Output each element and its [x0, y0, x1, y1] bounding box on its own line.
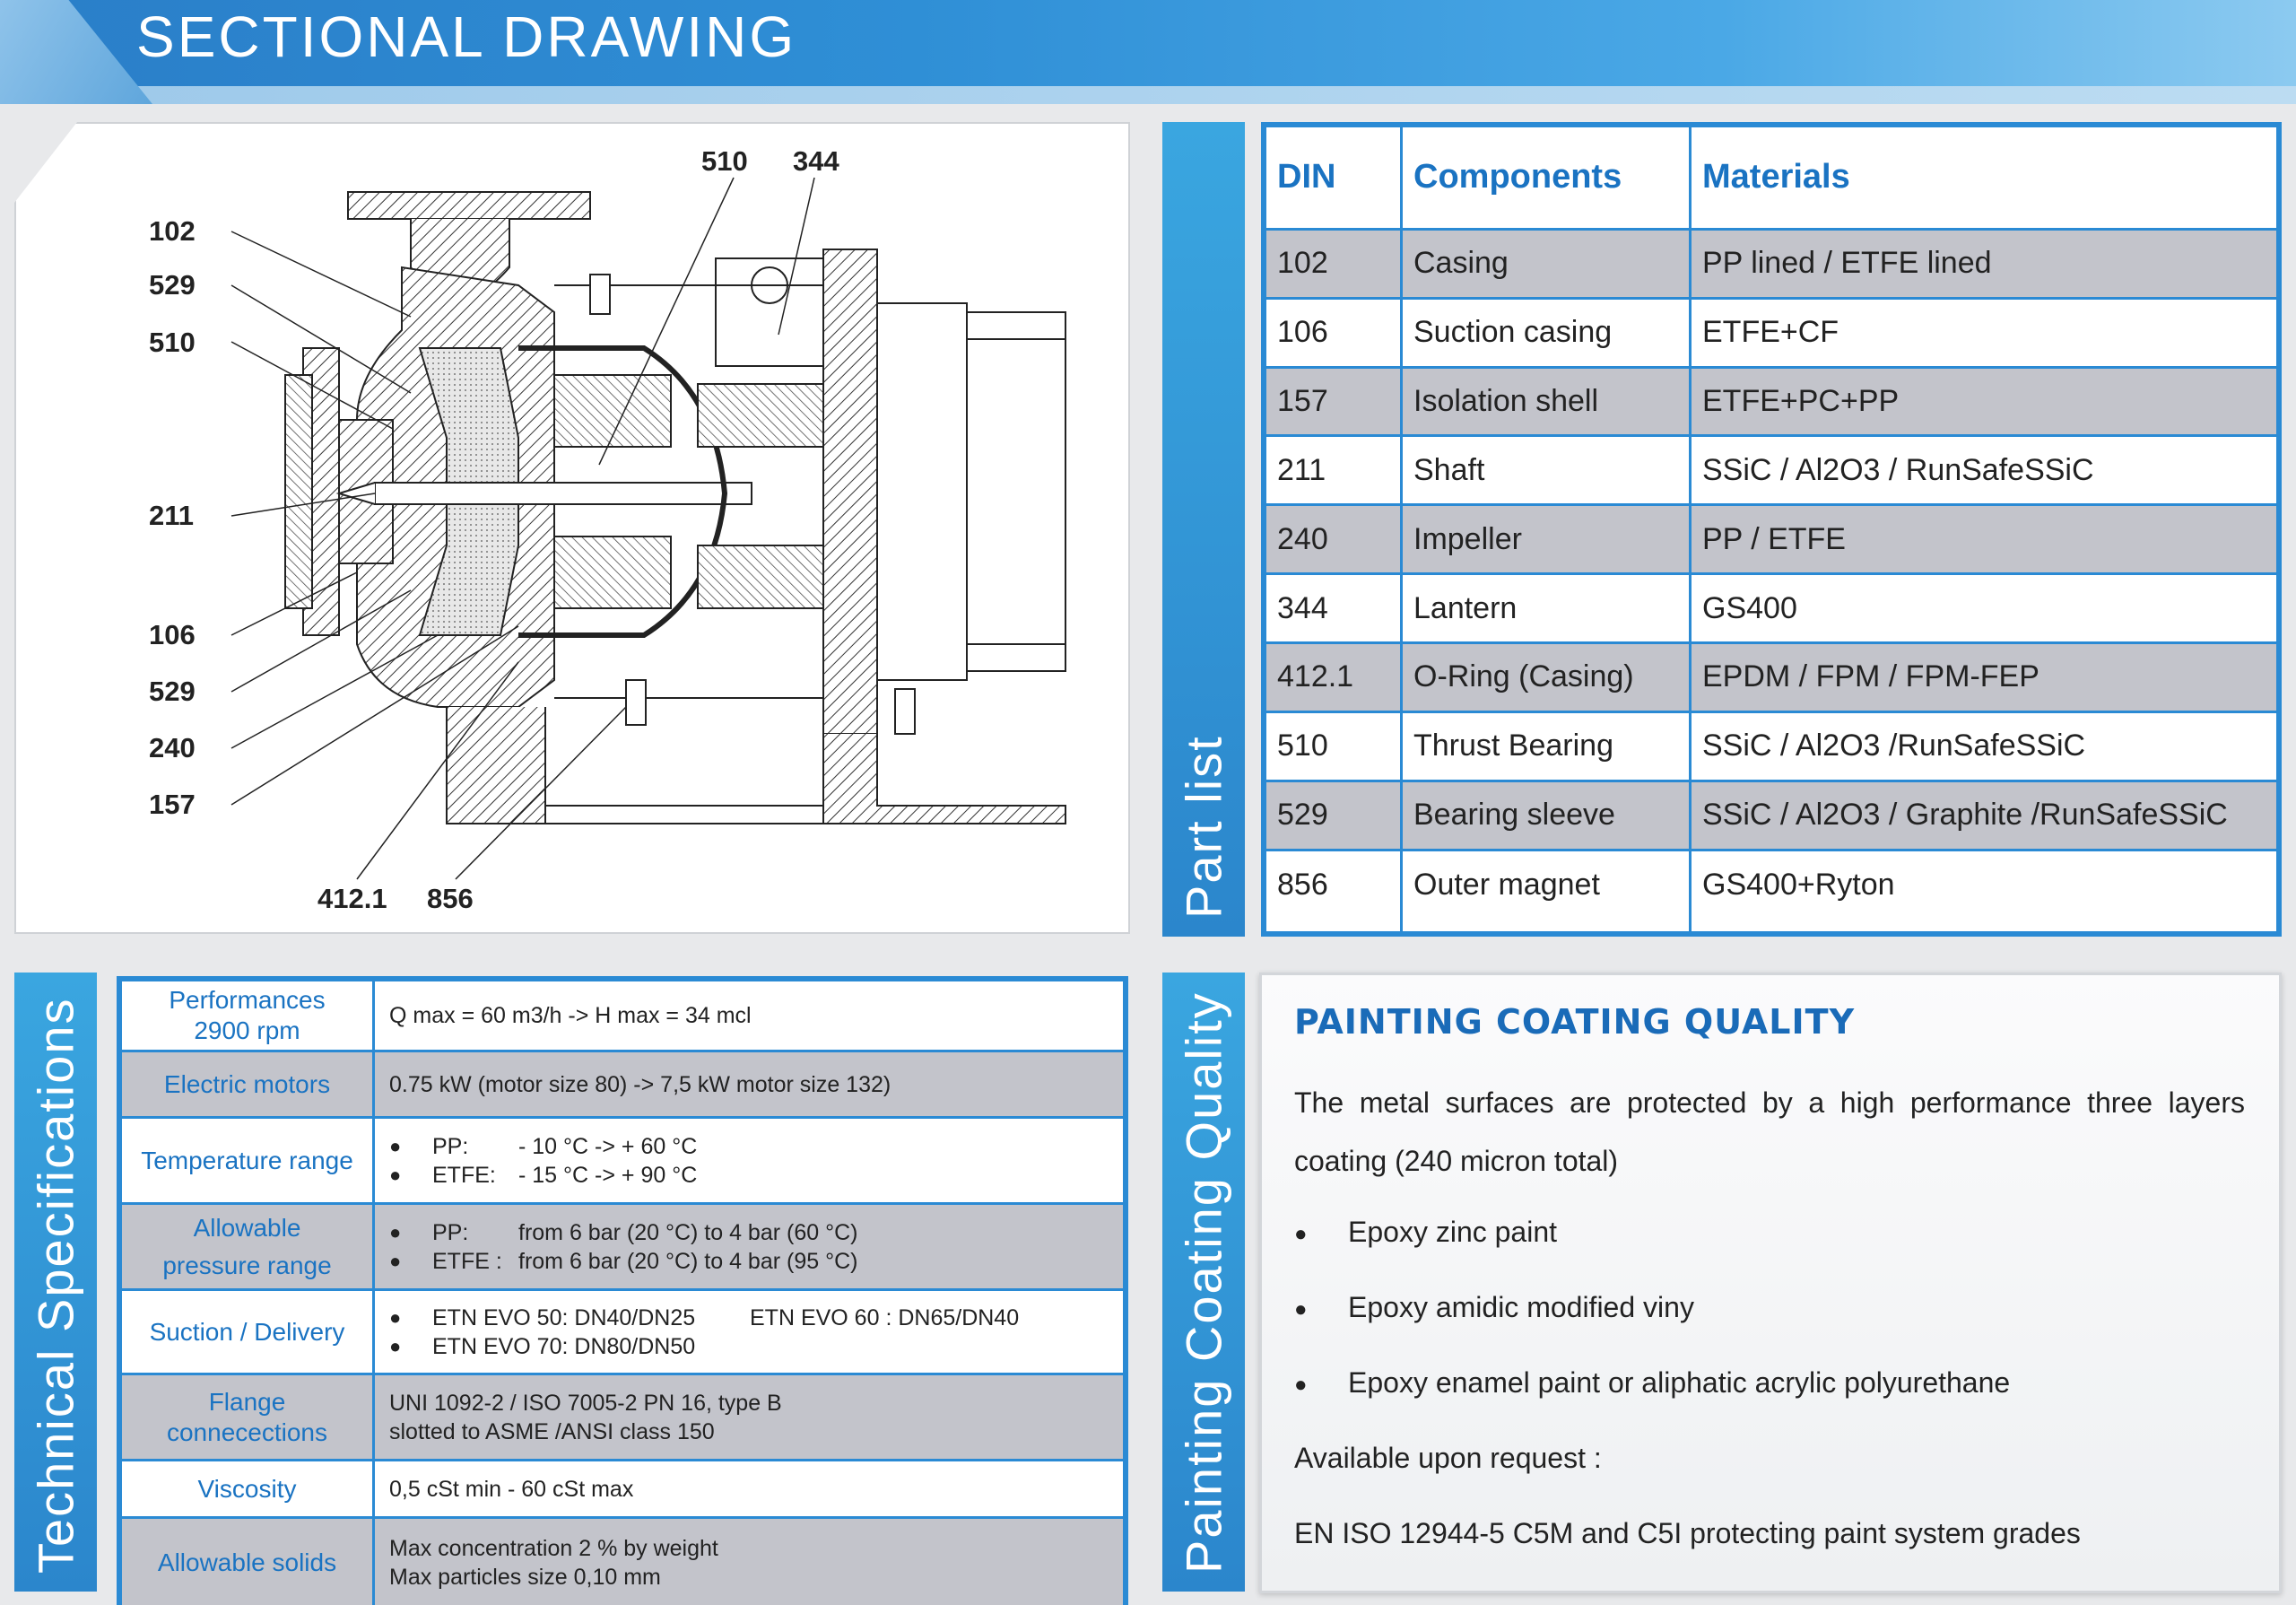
cell-component: Lantern — [1402, 574, 1691, 643]
technical-specifications-label: Technical Specifications — [14, 973, 97, 1592]
spec-row-temperature — [121, 1118, 1125, 1204]
cell-component: O-Ring (Casing) — [1402, 643, 1691, 712]
column-header-din: DIN — [1265, 126, 1402, 230]
cell-material: SSiC / Al2O3 / RunSafeSSiC — [1691, 436, 2278, 505]
spec-value: UNI 1092-2 / ISO 7005-2 PN 16, type B slotted to ASME /ANSI class 150 — [374, 1374, 1125, 1461]
cell-component: Isolation shell — [1402, 367, 1691, 436]
bullet-icon: ● — [389, 1134, 402, 1157]
cell-material: SSiC / Al2O3 /RunSafeSSiC — [1691, 711, 2278, 781]
spec-value: Max concentration 2 % by weight Max particles size 0,10 mm — [374, 1518, 1125, 1605]
cell-din: 157 — [1265, 367, 1402, 436]
cell-din: 344 — [1265, 574, 1402, 643]
bullet-icon: ● — [389, 1220, 402, 1243]
spec-row-performances — [121, 981, 1125, 1051]
table-row — [1265, 505, 2278, 574]
callout-label: 529 — [149, 676, 196, 707]
cell-din: 102 — [1265, 229, 1402, 298]
spec-label: Allowable solids — [121, 1518, 374, 1605]
spec-row-pressure — [121, 1204, 1125, 1290]
cell-component: Thrust Bearing — [1402, 711, 1691, 781]
table-row — [1265, 229, 2278, 298]
table-row — [1265, 643, 2278, 712]
bullet-icon: ● — [1294, 1296, 1308, 1322]
bullet-icon: ● — [389, 1249, 402, 1272]
cell-din: 529 — [1265, 781, 1402, 850]
spec-row-flange — [121, 1374, 1125, 1461]
list-item: ● Epoxy zinc paint — [1294, 1216, 1558, 1248]
cell-component: Outer magnet — [1402, 850, 1691, 932]
painting-title: PAINTING COATING QUALITY — [1294, 1002, 1856, 1042]
callout-label: 510 — [149, 327, 196, 358]
pump-section-drawing — [16, 124, 1132, 936]
cell-din: 240 — [1265, 505, 1402, 574]
cell-material: GS400+Ryton — [1691, 850, 2278, 932]
technical-specifications-table — [117, 976, 1128, 1605]
callout-label: 510 — [701, 145, 748, 177]
table-row — [1265, 574, 2278, 643]
bullet-icon: ● — [1294, 1372, 1308, 1397]
standard-text: EN ISO 12944-5 C5M and C5I protecting paint system grades — [1294, 1517, 2081, 1549]
column-header-components: Components — [1402, 126, 1691, 230]
cell-component: Casing — [1402, 229, 1691, 298]
spec-label: Performances 2900 rpm — [121, 981, 374, 1051]
cell-din: 510 — [1265, 711, 1402, 781]
spec-label: Allowable pressure range — [121, 1204, 374, 1290]
sectional-drawing — [14, 122, 1130, 934]
spec-label: Viscosity — [121, 1461, 374, 1518]
header-banner — [0, 0, 2296, 104]
callout-label: 529 — [149, 269, 196, 301]
spec-row-suction — [121, 1290, 1125, 1374]
cell-component: Suction casing — [1402, 298, 1691, 367]
cell-material: GS400 — [1691, 574, 2278, 643]
spec-value: 0,5 cSt min - 60 cSt max — [374, 1461, 1125, 1518]
spec-row-solids — [121, 1518, 1125, 1605]
table-row — [1265, 711, 2278, 781]
cell-material: PP lined / ETFE lined — [1691, 229, 2278, 298]
spec-label: Flange connecections — [121, 1374, 374, 1461]
spec-value: ● ETN EVO 50: DN40/DN25 ETN EVO 60 : DN65/DN40 ● ETN EVO 70: DN80/DN50 — [374, 1290, 1125, 1374]
header-strip — [0, 86, 2296, 104]
callout-label: 412.1 — [317, 883, 387, 914]
page-title: SECTIONAL DRAWING — [136, 4, 797, 69]
bullet-icon: ● — [389, 1334, 402, 1357]
cell-material: ETFE+CF — [1691, 298, 2278, 367]
spec-value: 0.75 kW (motor size 80) -> 7,5 kW motor size 132) — [374, 1051, 1125, 1118]
table-header-row — [1265, 126, 2278, 230]
cell-component: Shaft — [1402, 436, 1691, 505]
callout-label: 856 — [427, 883, 474, 914]
bullet-icon: ● — [389, 1163, 402, 1186]
bullet-icon: ● — [389, 1305, 402, 1329]
available-text: Available upon request : — [1294, 1442, 1602, 1474]
cell-material: SSiC / Al2O3 / Graphite /RunSafeSSiC — [1691, 781, 2278, 850]
header-tab — [0, 0, 152, 104]
cell-din: 106 — [1265, 298, 1402, 367]
cell-material: ETFE+PC+PP — [1691, 367, 2278, 436]
spec-row-motors — [121, 1051, 1125, 1118]
part-list-label: Part list — [1162, 122, 1245, 937]
callout-label: 102 — [149, 215, 196, 247]
callout-label: 106 — [149, 619, 196, 650]
cell-component: Impeller — [1402, 505, 1691, 574]
list-item: ● Epoxy enamel paint or aliphatic acrylic polyurethane — [1294, 1366, 2011, 1399]
callout-label: 157 — [149, 789, 196, 820]
cell-din: 412.1 — [1265, 643, 1402, 712]
table-row — [1265, 436, 2278, 505]
painting-intro: The metal surfaces are protected by a high performance three layers coating (240 micron total) — [1294, 1086, 2245, 1177]
table-row — [1265, 298, 2278, 367]
spec-value: ● PP: from 6 bar (20 °C) to 4 bar (60 °C) ● ETFE : from 6 bar (20 °C) to 4 bar (95 °C) — [374, 1204, 1125, 1290]
spec-row-viscosity — [121, 1461, 1125, 1518]
painting-coating-panel — [1259, 973, 2282, 1593]
cell-material: PP / ETFE — [1691, 505, 2278, 574]
table-row — [1265, 781, 2278, 850]
bullet-icon: ● — [1294, 1221, 1308, 1246]
callout-label: 240 — [149, 732, 196, 763]
cell-component: Bearing sleeve — [1402, 781, 1691, 850]
spec-label: Temperature range — [121, 1118, 374, 1204]
spec-value: Q max = 60 m3/h -> H max = 34 mcl — [374, 981, 1125, 1051]
cell-material: EPDM / FPM / FPM-FEP — [1691, 643, 2278, 712]
cell-din: 856 — [1265, 850, 1402, 932]
spec-value: ● PP: - 10 °C -> + 60 °C ● ETFE: - 15 °C -> + 90 °C — [374, 1118, 1125, 1204]
painting-coating-label: Painting Coating Quality — [1162, 973, 1245, 1592]
callout-label: 211 — [149, 500, 195, 531]
part-list-table — [1261, 122, 2282, 937]
table-row — [1265, 850, 2278, 932]
cell-din: 211 — [1265, 436, 1402, 505]
table-row — [1265, 367, 2278, 436]
spec-label: Suction / Delivery — [121, 1290, 374, 1374]
callout-label: 344 — [793, 145, 839, 177]
list-item: ● Epoxy amidic modified viny — [1294, 1291, 1694, 1323]
column-header-materials: Materials — [1691, 126, 2278, 230]
spec-label: Electric motors — [121, 1051, 374, 1118]
